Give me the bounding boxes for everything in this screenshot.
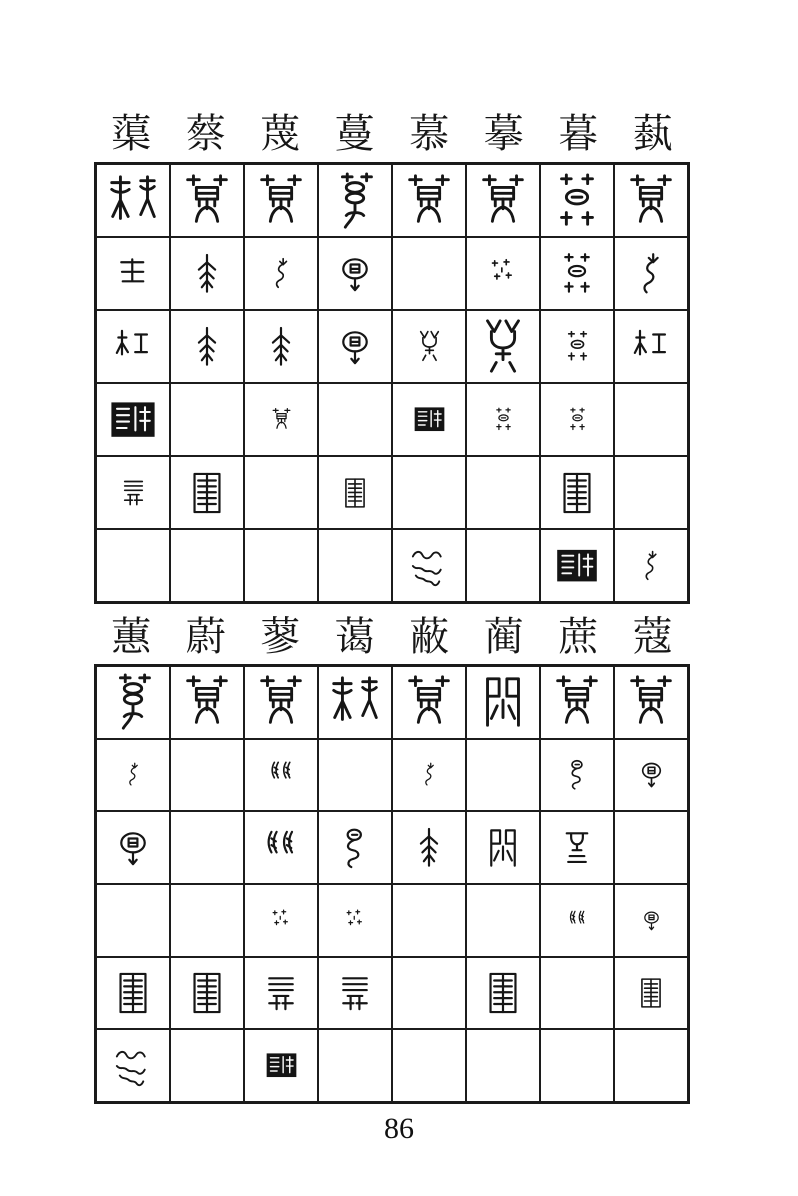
tree-glyph [259, 325, 303, 369]
glyph-cell [318, 164, 392, 237]
header-character: 摹 [483, 111, 524, 156]
scatter-glyph [269, 908, 294, 933]
glyph-cell [96, 739, 170, 812]
scatter-glyph [487, 257, 520, 290]
glyph-cell [170, 456, 244, 529]
stampblack-glyph [100, 396, 166, 444]
header-character: 蕖 [111, 111, 152, 156]
glyph-cell [614, 957, 688, 1030]
upper-header-characters-row [94, 106, 690, 162]
grasssun-glyph [548, 172, 606, 230]
wang-glyph [111, 252, 155, 296]
glyph-cell [466, 739, 540, 812]
tree-glyph [185, 325, 229, 369]
squiggle-glyph [629, 252, 673, 296]
glyph-cell [614, 383, 688, 456]
header-character: 慕 [409, 111, 450, 156]
lower-header-characters-row [94, 610, 690, 664]
glyph-cell [318, 739, 392, 812]
glyph-cell [96, 383, 170, 456]
glyph-cell [96, 237, 170, 310]
glyph-cell [466, 456, 540, 529]
glyph-cell [170, 666, 244, 739]
squiggle-glyph [417, 762, 442, 787]
stampblack-glyph [555, 544, 599, 588]
glyph-cell [392, 666, 466, 739]
glyph-cell [614, 666, 688, 739]
header-character: 蔡 [185, 111, 226, 156]
tree-glyph [185, 252, 229, 296]
curl-glyph [333, 826, 377, 870]
seal-glyph [252, 673, 310, 731]
encl-glyph [639, 908, 664, 933]
stampblack-glyph [265, 1049, 298, 1082]
glyph-cell [170, 310, 244, 383]
seal-glyph [622, 172, 680, 230]
glyph-cell [170, 383, 244, 456]
glyph-cell [244, 739, 318, 812]
goblet-glyph [555, 826, 599, 870]
grasssun-glyph [491, 407, 516, 432]
header-character: 蔓 [334, 111, 375, 156]
header-character: 蔽 [409, 614, 450, 659]
lines-glyph [117, 476, 150, 509]
ornate-glyph [111, 1044, 155, 1088]
glyph-cell [96, 529, 170, 602]
encl-glyph [111, 826, 155, 870]
glyph-cell [466, 383, 540, 456]
glyph-cell [466, 164, 540, 237]
glyph-cell [318, 529, 392, 602]
glyph-cell [96, 456, 170, 529]
feathers-glyph [259, 826, 303, 870]
glyph-cell [244, 666, 318, 739]
sealtall-glyph [104, 673, 162, 731]
grasssun-glyph [555, 252, 599, 296]
glyph-cell [170, 739, 244, 812]
glyph-cell [318, 310, 392, 383]
glyph-cell [170, 957, 244, 1030]
squiggle-glyph [265, 257, 298, 290]
seal-glyph [178, 172, 236, 230]
glyph-cell [318, 456, 392, 529]
glyph-cell [170, 884, 244, 957]
glyph-cell [318, 666, 392, 739]
glyph-cell [244, 164, 318, 237]
sealtall-glyph [326, 172, 384, 230]
glyph-cell [466, 529, 540, 602]
persontool-glyph [111, 325, 155, 369]
glyph-cell [244, 310, 318, 383]
glyph-cell [96, 884, 170, 957]
horns-glyph [474, 318, 532, 376]
glyph-cell [466, 237, 540, 310]
glyph-cell [614, 739, 688, 812]
glyph-cell [392, 310, 466, 383]
glyph-cell [614, 811, 688, 884]
glyph-cell [392, 237, 466, 310]
lower-glyph-table [94, 664, 690, 1104]
glyph-cell [614, 529, 688, 602]
glyph-cell [318, 237, 392, 310]
lines-glyph [333, 971, 377, 1015]
glyph-cell [540, 739, 614, 812]
glyph-cell [540, 529, 614, 602]
encl-glyph [333, 252, 377, 296]
glyph-cell [244, 383, 318, 456]
glyph-cell [392, 739, 466, 812]
upper-glyph-table [94, 162, 690, 604]
glyph-cell [392, 1029, 466, 1102]
glyph-cell [466, 310, 540, 383]
header-character: 蓺 [632, 111, 673, 156]
stampoutline-glyph [481, 971, 525, 1015]
seal-glyph [269, 407, 294, 432]
header-character: 暮 [558, 111, 599, 156]
glyph-cell [318, 1029, 392, 1102]
gate-glyph [481, 826, 525, 870]
stampoutline-glyph [555, 471, 599, 515]
persontool-glyph [629, 325, 673, 369]
header-character: 蔑 [260, 111, 301, 156]
encl-glyph [333, 325, 377, 369]
header-character: 蔗 [558, 614, 599, 659]
glyph-cell [244, 957, 318, 1030]
glyph-cell [614, 237, 688, 310]
seal-glyph [252, 172, 310, 230]
glyph-cell [96, 666, 170, 739]
horns-glyph [413, 330, 446, 363]
stampoutline-glyph [339, 461, 371, 525]
glyph-cell [614, 1029, 688, 1102]
seal2-glyph [326, 673, 384, 731]
glyph-cell [392, 164, 466, 237]
stampoutline-glyph [185, 971, 229, 1015]
stampoutline-glyph [185, 471, 229, 515]
glyph-cell [96, 310, 170, 383]
glyph-cell [318, 383, 392, 456]
glyph-cell [392, 957, 466, 1030]
stampblack-glyph [413, 403, 446, 436]
seal-glyph [548, 673, 606, 731]
seal2-glyph [104, 172, 162, 230]
glyph-cell [170, 811, 244, 884]
glyph-cell [318, 957, 392, 1030]
glyph-cell [96, 811, 170, 884]
seal-glyph [622, 673, 680, 731]
glyph-cell [244, 884, 318, 957]
feathers-glyph [265, 758, 298, 791]
page-number: 86 [384, 1112, 414, 1145]
header-character: 蔚 [185, 614, 226, 659]
feathers-glyph [565, 908, 590, 933]
curl-glyph [561, 758, 594, 791]
glyph-cell [466, 884, 540, 957]
glyph-cell [96, 1029, 170, 1102]
glyph-cell [170, 1029, 244, 1102]
glyph-cell [244, 1029, 318, 1102]
glyph-cell [170, 164, 244, 237]
glyph-cell [540, 237, 614, 310]
glyph-cell [540, 310, 614, 383]
glyph-cell [540, 884, 614, 957]
glyph-cell [96, 957, 170, 1030]
glyph-cell [318, 811, 392, 884]
glyph-cell [392, 811, 466, 884]
glyph-cell [244, 811, 318, 884]
glyph-cell [614, 456, 688, 529]
upper-table-section [94, 106, 690, 604]
header-character: 蕙 [111, 614, 152, 659]
glyph-cell [392, 884, 466, 957]
glyph-cell [170, 237, 244, 310]
glyph-cell [392, 383, 466, 456]
stampoutline-glyph [635, 961, 667, 1025]
glyph-cell [466, 1029, 540, 1102]
glyph-cell [96, 164, 170, 237]
glyph-cell [244, 456, 318, 529]
scatter-glyph [343, 908, 368, 933]
header-character: 蓼 [260, 614, 301, 659]
squiggle-glyph [635, 534, 667, 598]
header-character: 蔻 [632, 614, 673, 659]
header-character: 蔼 [334, 614, 375, 659]
glyph-cell [540, 666, 614, 739]
glyph-cell [466, 957, 540, 1030]
encl-glyph [635, 758, 668, 791]
glyph-cell [614, 164, 688, 237]
glyph-cell [244, 529, 318, 602]
grasssun-glyph [561, 330, 594, 363]
squiggle-glyph [121, 762, 146, 787]
glyph-cell [244, 237, 318, 310]
glyph-cell [318, 884, 392, 957]
glyph-cell [540, 957, 614, 1030]
seal-glyph [178, 673, 236, 731]
glyph-cell [466, 811, 540, 884]
glyph-cell [170, 529, 244, 602]
header-character: 蔺 [483, 614, 524, 659]
glyph-cell [466, 666, 540, 739]
seal-glyph [474, 172, 532, 230]
tree-glyph [407, 826, 451, 870]
lines-glyph [259, 971, 303, 1015]
glyph-cell [392, 529, 466, 602]
glyph-cell [540, 383, 614, 456]
glyph-cell [540, 1029, 614, 1102]
glyph-cell [540, 456, 614, 529]
ornate-glyph [407, 544, 451, 588]
glyph-cell [614, 310, 688, 383]
grasssun-glyph [565, 407, 590, 432]
seal-glyph [400, 673, 458, 731]
lower-table-section [94, 610, 690, 1104]
glyph-cell [540, 164, 614, 237]
glyph-cell [614, 884, 688, 957]
seal-glyph [400, 172, 458, 230]
glyph-cell [540, 811, 614, 884]
stampoutline-glyph [111, 971, 155, 1015]
glyph-cell [392, 456, 466, 529]
gate-glyph [474, 673, 532, 731]
